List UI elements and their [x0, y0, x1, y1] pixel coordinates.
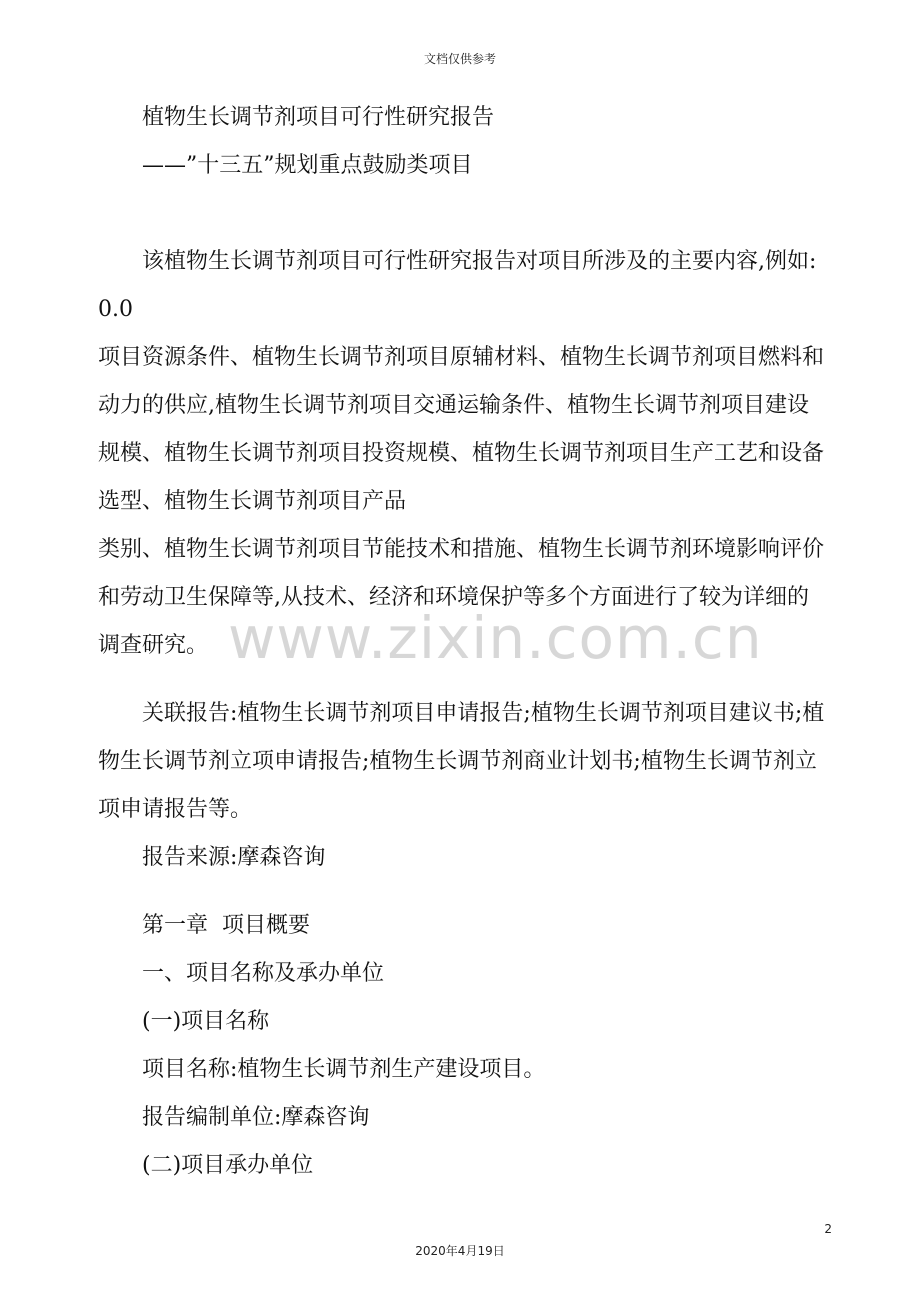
report-source: 报告来源:摩森咨询: [142, 845, 326, 870]
intro-paragraph-2: 项目资源条件、植物生长调节剂项目原辅材料、植物生长调节剂项目燃料和动力的供应,植物生长调节剂项目交通运输条件、植物生长调节剂项目建设规模、植物生长调节剂项目投资规模、植物生长调节剂项目生产工艺和设备选型、植物生长调节剂项目产品: [98, 345, 825, 514]
subsection-heading-2: (二)项目承办单位: [142, 1153, 314, 1178]
subsection-heading-1: (一)项目名称: [142, 1009, 270, 1034]
spacer: [98, 670, 826, 690]
watermark: www.zixin.com.cn: [228, 604, 763, 672]
footer-date: 2020年4月19日: [415, 1244, 505, 1258]
doc-title: 植物生长调节剂项目可行性研究报告: [142, 105, 495, 130]
intro-paragraph-3: 类别、植物生长调节剂项目节能技术和措施、植物生长调节剂环境影响评价和劳动卫生保障等,从技术、经济和环境保护等多个方面进行了较为详细的调查研究。: [98, 537, 825, 658]
project-name: 项目名称:植物生长调节剂生产建设项目。: [142, 1057, 546, 1082]
report-compiler: 报告编制单位:摩森咨询: [142, 1105, 370, 1130]
section-heading: 一、项目名称及承办单位: [142, 961, 385, 986]
spacer: [98, 882, 826, 902]
related-reports: 关联报告:植物生长调节剂项目申请报告;植物生长调节剂项目建议书;植物生长调节剂立项申请报告;植物生长调节剂商业计划书;植物生长调节剂立项申请报告等。: [98, 701, 825, 822]
page-header: 文档仅供参考: [423, 52, 496, 66]
document-body: [98, 94, 826, 1190]
spacer: [98, 190, 826, 238]
page-number: 2: [824, 1222, 832, 1236]
doc-subtitle: ——”十三五”规划重点鼓励类项目: [142, 153, 473, 178]
chapter-heading: 第一章 项目概要: [142, 913, 310, 938]
intro-paragraph-1: 该植物生长调节剂项目可行性研究报告对项目所涉及的主要内容,例如:0.0: [98, 249, 817, 322]
